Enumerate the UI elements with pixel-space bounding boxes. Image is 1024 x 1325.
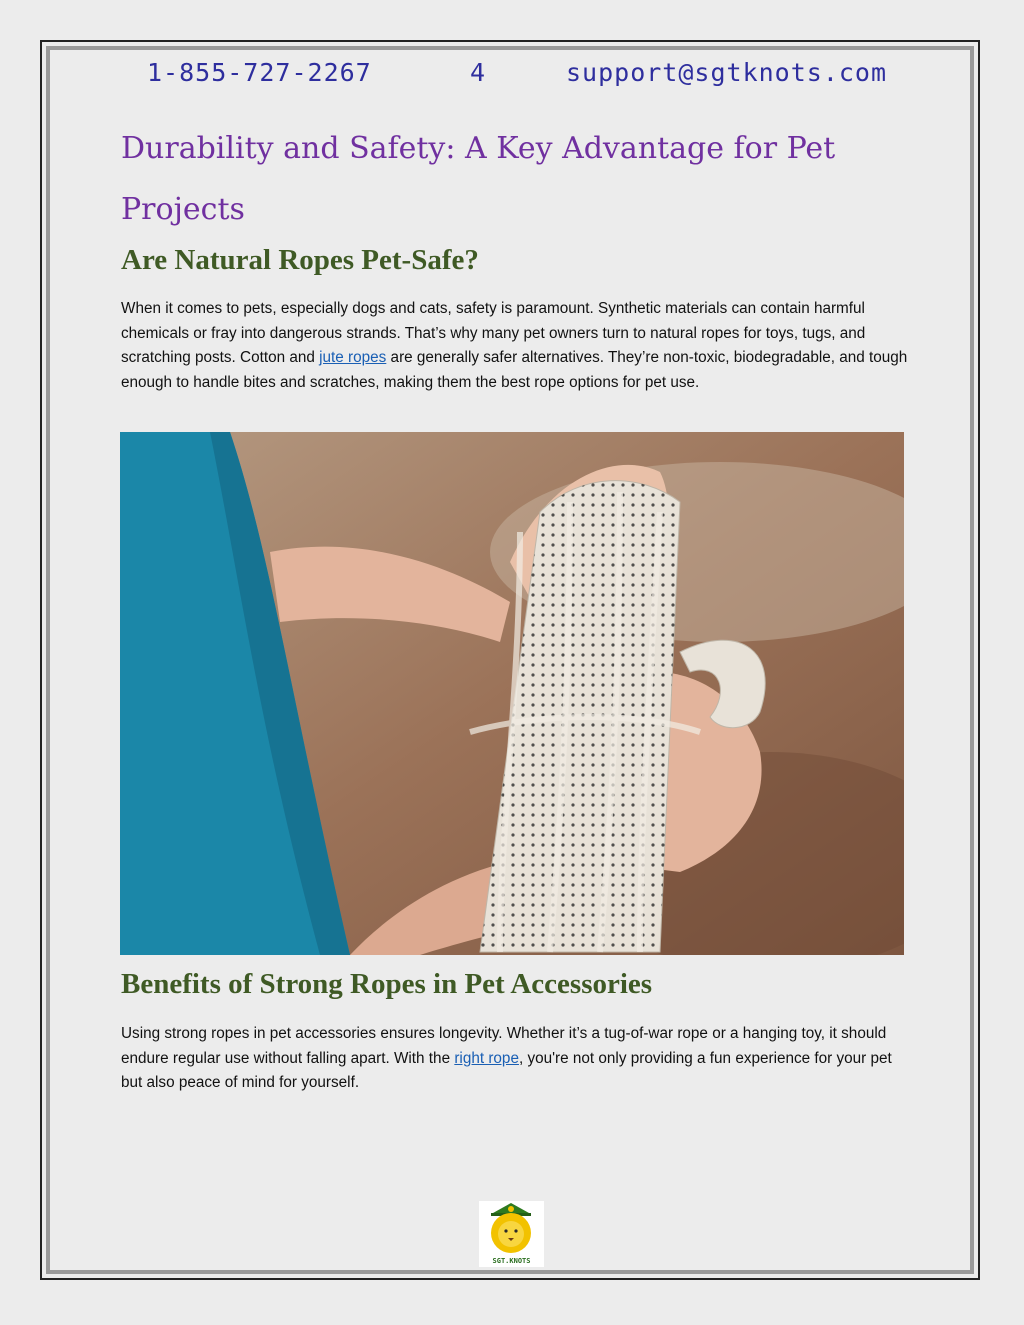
paragraph-text: When it comes to pets, especially dogs and cats, safety is paramount. Synthetic materials can contain harmful chemicals or fray into dangerous strands. That’s why many pet owners turn to natural ropes for toys, tugs, and scratching posts. Cotton and <box>121 300 866 366</box>
jute-ropes-link[interactable]: jute ropes <box>319 349 387 366</box>
sgt-knots-logo <box>479 1201 544 1267</box>
header-phone[interactable]: 1-855-727-2267 <box>147 58 372 87</box>
paragraph-text: Using strong ropes in pet accessories ensures longevity. Whether it’s a tug-of-war rope or a hanging toy, it should endure regular use without falling apart. With the <box>121 1025 887 1067</box>
section-paragraph-pet-safe <box>121 297 911 395</box>
lion-icon <box>479 1201 544 1257</box>
header-email[interactable]: support@sgtknots.com <box>566 58 888 87</box>
rope-photo-illustration <box>120 432 904 955</box>
header-page-number: 4 <box>470 58 487 87</box>
paragraph-text: , you're not only providing a fun experience for your pet but also peace of mind for yourself. <box>121 1049 892 1091</box>
section-heading-benefits: Benefits of Strong Ropes in Pet Accessories <box>121 968 653 1000</box>
right-rope-link[interactable]: right rope <box>454 1049 519 1067</box>
paragraph-text: are generally safer alternatives. They’re non-toxic, biodegradable, and tough enough to handle bites and scratches, making them the best rope options for pet use. <box>121 349 908 391</box>
section-paragraph-benefits <box>121 1022 911 1096</box>
rope-photo <box>120 432 904 955</box>
page-header <box>0 58 1024 98</box>
section-heading-pet-safe: Are Natural Ropes Pet-Safe? <box>121 244 479 276</box>
page-title: Durability and Safety: A Key Advantage for Pet Projects <box>121 131 836 227</box>
logo-wordmark: SGT.KNOTS <box>492 1257 531 1265</box>
